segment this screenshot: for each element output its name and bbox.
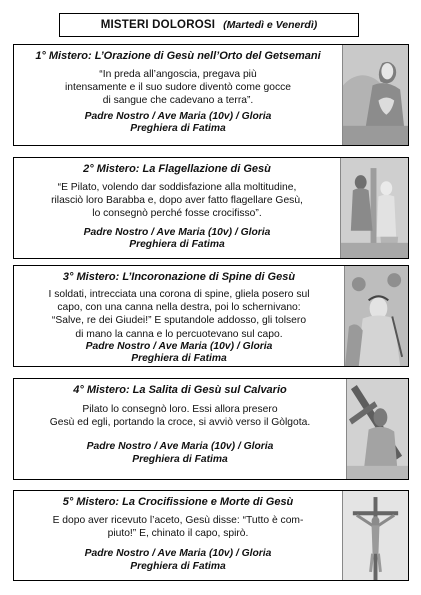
mystery-title: 3° Mistero: L’Incoronazione di Spine di Gesù	[62, 271, 296, 283]
prayer-line: Preghiera di Fatima	[129, 239, 225, 251]
mystery-card-4	[13, 378, 409, 480]
mystery-title: 2° Mistero: La Flagellazione di Gesù	[83, 163, 271, 175]
mystery-prayers	[87, 441, 274, 466]
quote-line: lo consegnò perché fosse crocifisso”.	[92, 208, 262, 220]
flagellation-icon	[340, 158, 408, 258]
quote-line: Pilato lo consegnò loro. Essi allora presero	[82, 404, 278, 415]
quote-line: piuto!” E, chinato il capo, spirò.	[107, 528, 249, 540]
mystery-card-5	[13, 490, 409, 581]
mystery-text	[14, 491, 342, 580]
mystery-text	[14, 158, 340, 258]
page-title: MISTERI DOLOROSI	[100, 19, 216, 31]
quote-line: I soldati, intrecciata una corona di spine, gliela posero sul	[48, 289, 310, 300]
quote-line: “E Pilato, volendo dar soddisfazione alla moltitudine,	[57, 182, 297, 193]
quote-line: Gesù ed egli, portando la croce, si avviò verso il Gòlgota.	[49, 417, 311, 429]
prayer-line: Preghiera di Fatima	[130, 123, 226, 135]
page-subtitle-days: (Martedì e Venerdì)	[223, 19, 318, 31]
quote-line: “Salve, re dei Giudei!” E sputandole addosso, gli tolsero	[51, 315, 307, 327]
mystery-prayers	[84, 227, 271, 252]
mystery-prayers	[86, 341, 273, 366]
mystery-prayers	[85, 548, 272, 573]
mystery-text	[14, 266, 344, 366]
mystery-card-1	[13, 44, 409, 146]
page-header	[59, 13, 359, 37]
quote-line: di sangue che cadevano a terra”.	[102, 95, 254, 107]
quote-line: di mano la canna e lo percuotevano sul capo.	[75, 328, 283, 340]
quote-line: E dopo aver ricevuto l’aceto, Gesù disse: “Tutto è com-	[52, 515, 304, 526]
prayer-line: Padre Nostro / Ave Maria (10v) / Gloria	[83, 226, 271, 238]
quote-line: intensamente e il suo sudore diventò come gocce	[64, 82, 292, 94]
prayer-line: Padre Nostro / Ave Maria (10v) / Gloria	[84, 548, 272, 560]
mystery-quote	[51, 181, 303, 221]
crown-of-thorns-icon	[344, 266, 408, 366]
mystery-quote	[65, 68, 291, 108]
praying-christ-icon	[342, 45, 408, 145]
quote-line: “In preda all’angoscia, pregava più	[99, 69, 257, 80]
mystery-quote	[48, 288, 309, 341]
carrying-cross-icon	[346, 379, 408, 479]
mystery-card-3	[13, 265, 409, 367]
prayer-line: Preghiera di Fatima	[132, 453, 228, 465]
mystery-title: 5° Mistero: La Crocifissione e Morte di Gesù	[62, 496, 294, 508]
mystery-text	[14, 45, 342, 145]
mystery-quote	[53, 514, 304, 540]
quote-line: rilasciò loro Barabba e, dopo aver fatto flagellare Gesù,	[51, 195, 303, 207]
mystery-title: 4° Mistero: La Salita di Gesù sul Calvario	[73, 384, 287, 396]
prayer-line: Padre Nostro / Ave Maria (10v) / Gloria	[84, 110, 272, 122]
prayer-line: Preghiera di Fatima	[131, 353, 227, 365]
mystery-prayers	[85, 111, 272, 136]
mystery-card-2	[13, 157, 409, 259]
crucifix-icon	[342, 491, 408, 580]
prayer-line: Preghiera di Fatima	[130, 560, 226, 572]
mystery-text	[14, 379, 346, 479]
mystery-title: 1° Mistero: L’Orazione di Gesù nell’Orto del Getsemani	[35, 50, 321, 62]
prayer-line: Padre Nostro / Ave Maria (10v) / Gloria	[86, 441, 274, 453]
mystery-quote	[50, 403, 310, 429]
prayer-line: Padre Nostro / Ave Maria (10v) / Gloria	[85, 340, 273, 352]
quote-line: capo, con una canna nella destra, poi lo schernivano:	[57, 302, 301, 314]
